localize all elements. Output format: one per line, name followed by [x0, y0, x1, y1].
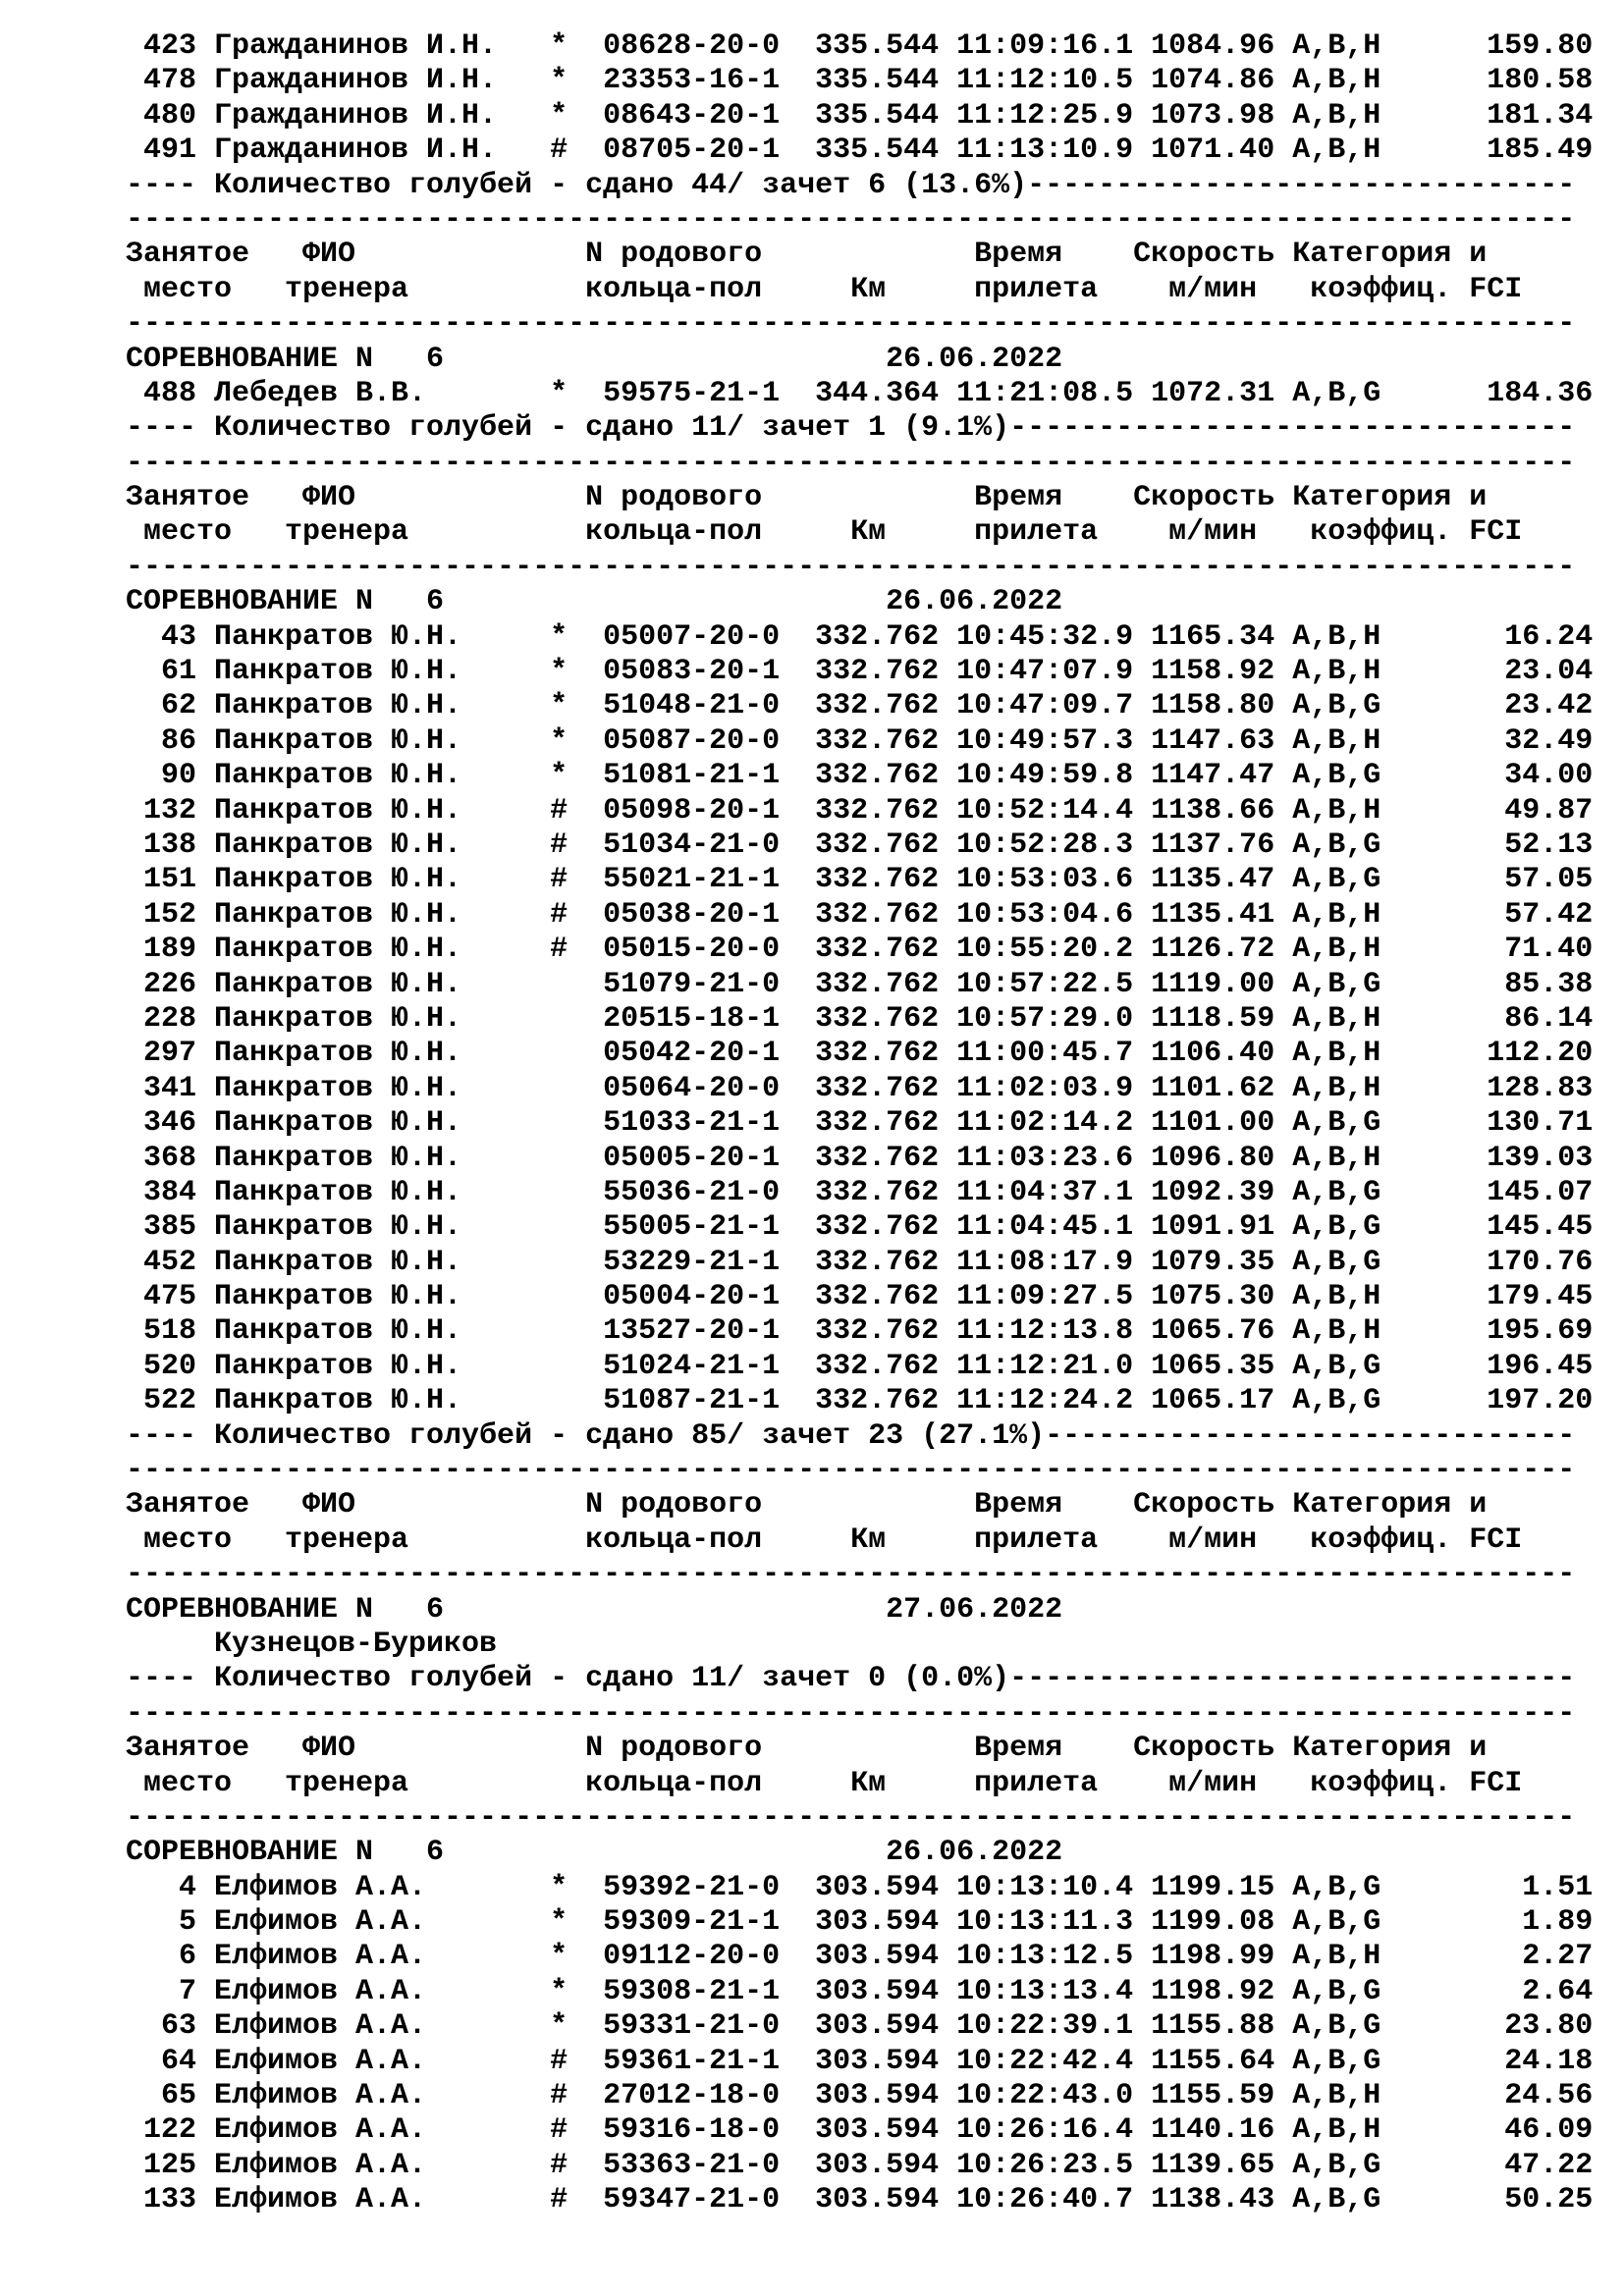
table-row: 86 Панкратов Ю.Н. * 05087-20-0 332.762 10:49:57.3 1147.63 A,B,H 32.49 — [126, 723, 1594, 758]
separator-line: ---------------------------------------------------------------------------------- — [126, 1558, 1576, 1592]
table-row: 385 Панкратов Ю.Н. 55005-21-1 332.762 11:04:45.1 1091.91 A,B,G 145.45 — [126, 1210, 1594, 1245]
table-row: 518 Панкратов Ю.Н. 13527-20-1 332.762 11:12:13.8 1065.76 A,B,H 195.69 — [126, 1314, 1594, 1349]
table-row: 226 Панкратов Ю.Н. 51079-21-0 332.762 10:57:22.5 1119.00 A,B,G 85.38 — [126, 967, 1594, 1001]
table-row: 125 Елфимов А.А. # 53363-21-0 303.594 10:26:23.5 1139.65 A,B,G 47.22 — [126, 2148, 1594, 2182]
competition-note: Кузнецов-Буриков — [126, 1627, 498, 1661]
table-row: 64 Елфимов А.А. # 59361-21-1 303.594 10:22:42.4 1155.64 A,B,G 24.18 — [126, 2044, 1594, 2078]
table-row: 522 Панкратов Ю.Н. 51087-21-1 332.762 11:12:24.2 1065.17 A,B,G 197.20 — [126, 1384, 1594, 1418]
table-row: 43 Панкратов Ю.Н. * 05007-20-0 332.762 10:45:32.9 1165.34 A,B,H 16.24 — [126, 619, 1594, 654]
summary-line: ---- Количество голубей - сдано 11/ зачет 0 (0.0%)-------------------------------- — [126, 1662, 1576, 1696]
table-row: 151 Панкратов Ю.Н. # 55021-21-1 332.762 10:53:03.6 1135.47 A,B,G 57.05 — [126, 863, 1594, 897]
summary-line: ---- Количество голубей - сдано 85/ зачет 23 (27.1%)------------------------------ — [126, 1418, 1576, 1453]
table-row: 341 Панкратов Ю.Н. 05064-20-0 332.762 11:02:03.9 1101.62 A,B,H 128.83 — [126, 1071, 1594, 1105]
table-row: 368 Панкратов Ю.Н. 05005-20-1 332.762 11:03:23.6 1096.80 A,B,H 139.03 — [126, 1141, 1594, 1175]
table-row: 90 Панкратов Ю.Н. * 51081-21-1 332.762 10:49:59.8 1147.47 A,B,G 34.00 — [126, 759, 1594, 793]
separator-line: ---------------------------------------------------------------------------------- — [126, 1454, 1576, 1488]
competition-heading: СОРЕВНОВАНИЕ N 6 27.06.2022 — [126, 1592, 1063, 1627]
table-row: 122 Елфимов А.А. # 59316-18-0 303.594 10:26:16.4 1140.16 A,B,H 46.09 — [126, 2113, 1594, 2148]
table-row: 452 Панкратов Ю.Н. 53229-21-1 332.762 11:08:17.9 1079.35 A,B,G 170.76 — [126, 1245, 1594, 1279]
table-row: 297 Панкратов Ю.Н. 05042-20-1 332.762 11:00:45.7 1106.40 A,B,H 112.20 — [126, 1037, 1594, 1071]
separator-line: ---------------------------------------------------------------------------------- — [126, 1696, 1576, 1731]
column-header: Занятое ФИО N родового Время Скорость Категория и — [126, 1732, 1488, 1766]
table-row: 423 Гражданинов И.Н. * 08628-20-0 335.544 11:09:16.1 1084.96 A,B,H 159.80 — [126, 29, 1594, 63]
separator-line: ---------------------------------------------------------------------------------- — [126, 1800, 1576, 1835]
summary-line: ---- Количество голубей - сдано 11/ зачет 1 (9.1%)-------------------------------- — [126, 411, 1576, 446]
table-row: 346 Панкратов Ю.Н. 51033-21-1 332.762 11:02:14.2 1101.00 A,B,G 130.71 — [126, 1106, 1594, 1141]
separator-line: ---------------------------------------------------------------------------------- — [126, 550, 1576, 584]
table-row: 480 Гражданинов И.Н. * 08643-20-1 335.544 11:12:25.9 1073.98 A,B,H 181.34 — [126, 98, 1594, 133]
table-row: 520 Панкратов Ю.Н. 51024-21-1 332.762 11:12:21.0 1065.35 A,B,G 196.45 — [126, 1349, 1594, 1383]
table-row: 5 Елфимов А.А. * 59309-21-1 303.594 10:13:11.3 1199.08 A,B,G 1.89 — [126, 1905, 1594, 1940]
table-row: 65 Елфимов А.А. # 27012-18-0 303.594 10:22:43.0 1155.59 A,B,H 24.56 — [126, 2079, 1594, 2113]
separator-line: ---------------------------------------------------------------------------------- — [126, 202, 1576, 237]
table-row: 132 Панкратов Ю.Н. # 05098-20-1 332.762 10:52:14.4 1138.66 A,B,H 49.87 — [126, 793, 1594, 828]
table-row: 491 Гражданинов И.Н. # 08705-20-1 335.544 11:13:10.9 1071.40 A,B,H 185.49 — [126, 133, 1594, 168]
table-row: 138 Панкратов Ю.Н. # 51034-21-0 332.762 10:52:28.3 1137.76 A,B,G 52.13 — [126, 828, 1594, 862]
table-row: 488 Лебедев В.В. * 59575-21-1 344.364 11:21:08.5 1072.31 A,B,G 184.36 — [126, 376, 1594, 410]
table-row: 63 Елфимов А.А. * 59331-21-0 303.594 10:22:39.1 1155.88 A,B,G 23.80 — [126, 2009, 1594, 2044]
column-header: Занятое ФИО N родового Время Скорость Категория и — [126, 238, 1488, 272]
table-row: 384 Панкратов Ю.Н. 55036-21-0 332.762 11:04:37.1 1092.39 A,B,G 145.07 — [126, 1175, 1594, 1209]
table-row: 6 Елфимов А.А. * 09112-20-0 303.594 10:13:12.5 1198.99 A,B,H 2.27 — [126, 1940, 1594, 1974]
summary-line: ---- Количество голубей - сдано 44/ зачет 6 (13.6%)------------------------------- — [126, 168, 1576, 202]
column-header: место тренера кольца-пол Км прилета м/мин коэффиц. FCI — [126, 1766, 1523, 1800]
table-row: 478 Гражданинов И.Н. * 23353-16-1 335.544 11:12:10.5 1074.86 A,B,H 180.58 — [126, 64, 1594, 98]
table-row: 475 Панкратов Ю.Н. 05004-20-1 332.762 11:09:27.5 1075.30 A,B,H 179.45 — [126, 1280, 1594, 1314]
results-report — [126, 29, 1593, 2218]
column-header: Занятое ФИО N родового Время Скорость Категория и — [126, 1488, 1488, 1522]
column-header: место тренера кольца-пол Км прилета м/мин коэффиц. FCI — [126, 1522, 1523, 1557]
table-row: 61 Панкратов Ю.Н. * 05083-20-1 332.762 10:47:07.9 1158.92 A,B,H 23.04 — [126, 655, 1594, 689]
table-row: 228 Панкратов Ю.Н. 20515-18-1 332.762 10:57:29.0 1118.59 A,B,H 86.14 — [126, 1001, 1594, 1036]
competition-heading: СОРЕВНОВАНИЕ N 6 26.06.2022 — [126, 1836, 1063, 1870]
table-row: 7 Елфимов А.А. * 59308-21-1 303.594 10:13:13.4 1198.92 A,B,G 2.64 — [126, 1974, 1594, 2008]
table-row: 152 Панкратов Ю.Н. # 05038-20-1 332.762 10:53:04.6 1135.41 A,B,H 57.42 — [126, 897, 1594, 932]
table-row: 62 Панкратов Ю.Н. * 51048-21-0 332.762 10:47:09.7 1158.80 A,B,G 23.42 — [126, 689, 1594, 723]
separator-line: ---------------------------------------------------------------------------------- — [126, 307, 1576, 342]
table-row: 133 Елфимов А.А. # 59347-21-0 303.594 10:26:40.7 1138.43 A,B,G 50.25 — [126, 2183, 1594, 2217]
column-header: место тренера кольца-пол Км прилета м/мин коэффиц. FCI — [126, 515, 1523, 550]
column-header: Занятое ФИО N родового Время Скорость Категория и — [126, 481, 1488, 515]
column-header: место тренера кольца-пол Км прилета м/мин коэффиц. FCI — [126, 272, 1523, 306]
separator-line: ---------------------------------------------------------------------------------- — [126, 446, 1576, 480]
competition-heading: СОРЕВНОВАНИЕ N 6 26.06.2022 — [126, 342, 1063, 376]
table-row: 4 Елфимов А.А. * 59392-21-0 303.594 10:13:10.4 1199.15 A,B,G 1.51 — [126, 1870, 1594, 1904]
competition-heading: СОРЕВНОВАНИЕ N 6 26.06.2022 — [126, 585, 1063, 619]
table-row: 189 Панкратов Ю.Н. # 05015-20-0 332.762 10:55:20.2 1126.72 A,B,H 71.40 — [126, 933, 1594, 967]
